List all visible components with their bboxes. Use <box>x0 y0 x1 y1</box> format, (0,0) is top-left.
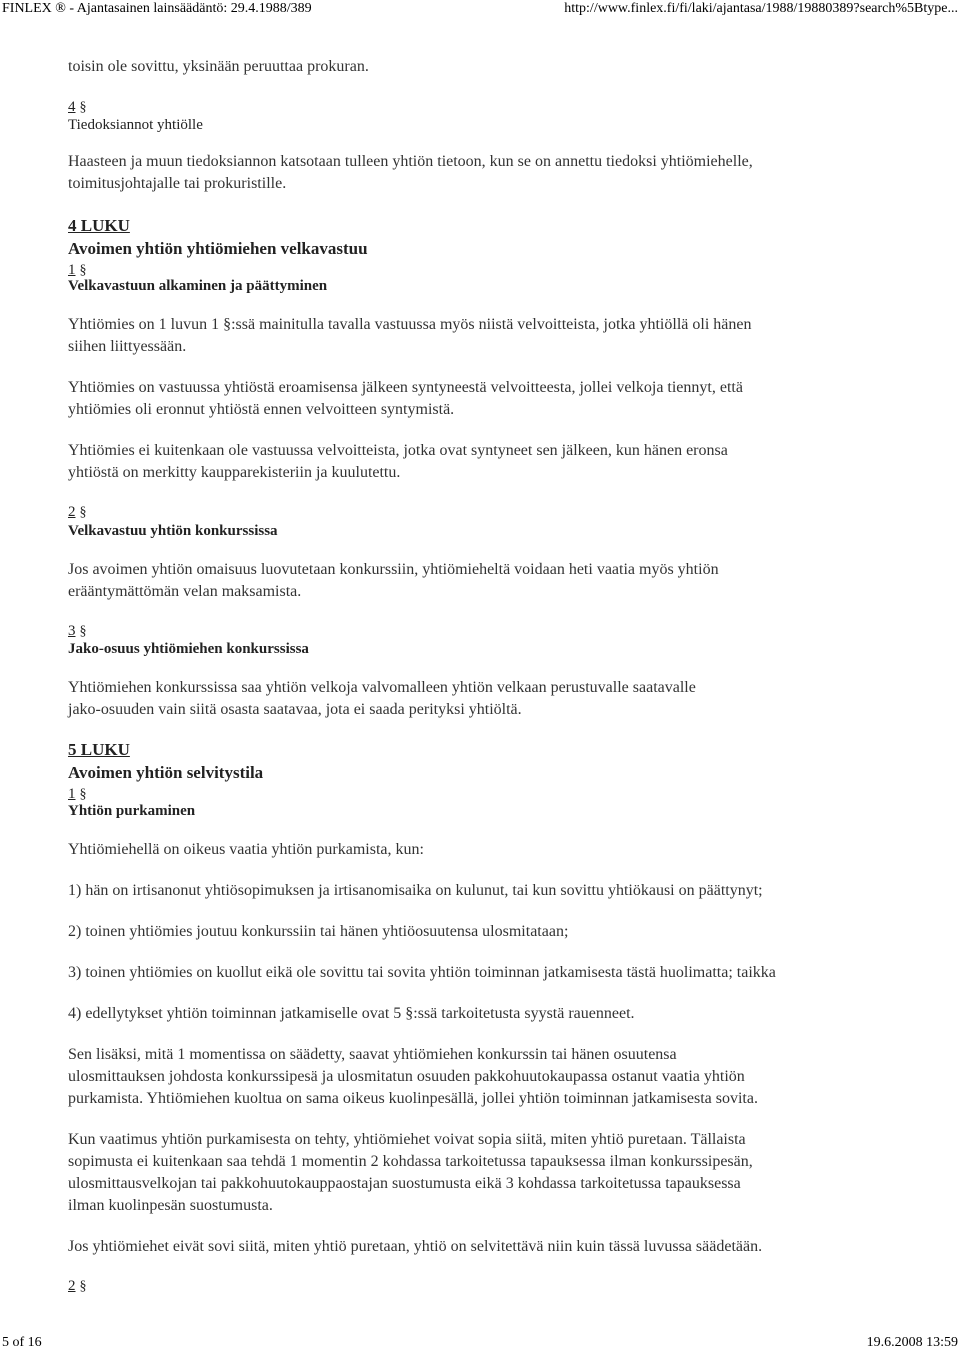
section-2-link[interactable] <box>68 1277 87 1296</box>
paragraph-line: Kun vaatimus yhtiön purkamisesta on tehty, yhtiömiehet voivat sopia siitä, miten yhtiö puretaan. Tällaista <box>68 1131 746 1148</box>
section-symbol-icon: § <box>79 263 87 278</box>
section-3-link[interactable] <box>68 622 87 641</box>
paragraph: Yhtiömiehellä on oikeus vaatia yhtiön purkamista, kun: <box>68 841 424 858</box>
section-title: Yhtiön purkaminen <box>68 803 196 819</box>
paragraph-line: ulosmittauksen johdosta konkurssipesä ja ulosmitatun osuuden pakkohuutokaupassa ostanut vaatia yhtiön <box>68 1068 745 1085</box>
paragraph-line: Yhtiömiehen konkurssissa saa yhtiön velkoja valvomalleen yhtiön velkaan perustuvalle saatavalle <box>68 679 696 696</box>
paragraph-line: sopimusta ei kuitenkaan saa tehdä 1 momentin 2 kohdassa tarkoitetussa tapauksessa ilman konkurssipesän, <box>68 1153 753 1170</box>
section-title: Tiedoksiannot yhtiölle <box>68 117 203 133</box>
paragraph-line: ilman kuolinpesän suostumusta. <box>68 1197 273 1214</box>
section-symbol-icon: § <box>79 100 87 115</box>
section-title: Velkavastuun alkaminen ja päättyminen <box>68 278 328 294</box>
paragraph-line: yhtiöstä on merkitty kaupparekisteriin ja kuulutettu. <box>68 464 401 481</box>
section-number[interactable]: 4 <box>68 99 76 115</box>
paragraph-line: purkamista. Yhtiömiehen kuoltua on sama oikeus kuolinpesällä, jollei yhtiön toiminnan jatkamisesta sovita. <box>68 1090 758 1107</box>
chapter-5-link[interactable] <box>68 739 130 761</box>
page-header <box>0 0 960 20</box>
paragraph: toisin ole sovittu, yksinään peruuttaa prokuran. <box>68 58 369 75</box>
section-number[interactable]: 2 <box>68 1278 76 1294</box>
section-2-link[interactable] <box>68 503 87 522</box>
header-title: FINLEX ® - Ajantasainen lainsäädäntö: 29.4.1988/389 <box>2 1 312 16</box>
paragraph-line: Haasteen ja muun tiedoksiannon katsotaan tulleen yhtiön tietoon, kun se on annettu tiedoksi yhtiömiehelle, <box>68 153 753 170</box>
chapter-4-link[interactable] <box>68 215 130 237</box>
paragraph-line: jako-osuuden vain siitä osasta saatavaa, jota ei saada perityksi yhtiöltä. <box>68 701 522 718</box>
list-item: 4) edellytykset yhtiön toiminnan jatkamiselle ovat 5 §:ssä tarkoitetusta syystä rauenneet. <box>68 1005 635 1022</box>
section-number[interactable]: 3 <box>68 623 76 639</box>
section-4-link[interactable] <box>68 98 87 117</box>
section-title: Velkavastuu yhtiön konkurssissa <box>68 523 278 539</box>
header-url[interactable]: http://www.finlex.fi/fi/laki/ajantasa/1988/19880389?search%5Btype... <box>564 1 958 16</box>
section-title: Jako-osuus yhtiömiehen konkurssissa <box>68 641 309 657</box>
section-symbol-icon: § <box>79 1279 87 1294</box>
paragraph-line: Yhtiömies ei kuitenkaan ole vastuussa velvoitteista, jotka ovat syntyneet sen jälkeen, kun hänen eronsa <box>68 442 728 459</box>
paragraph-line: ulosmittausvelkojan tai pakkohuutokauppaostajan suostumusta eikä 3 kohdassa tarkoitetussa tapauksessa <box>68 1175 741 1192</box>
list-item: 2) toinen yhtiömies joutuu konkurssiin tai hänen yhtiöosuutensa ulosmitataan; <box>68 923 569 940</box>
paragraph-line: Sen lisäksi, mitä 1 momentissa on säädetty, saavat yhtiömiehen konkurssin tai hänen osuutensa <box>68 1046 677 1063</box>
section-symbol-icon: § <box>79 787 87 802</box>
chapter-number[interactable]: 5 LUKU <box>68 740 130 759</box>
list-item: 1) hän on irtisanonut yhtiösopimuksen ja irtisanomisaika on kulunut, tai kun sovittu yhtiökausi on päättynyt; <box>68 882 763 899</box>
section-symbol-icon: § <box>79 624 87 639</box>
chapter-title: Avoimen yhtiön yhtiömiehen velkavastuu <box>68 239 368 258</box>
paragraph-line: Yhtiömies on 1 luvun 1 §:ssä mainitulla tavalla vastuussa myös niistä velvoitteista, jotka yhtiöllä oli hänen <box>68 316 752 333</box>
section-number[interactable]: 2 <box>68 504 76 520</box>
section-number[interactable]: 1 <box>68 262 76 278</box>
list-item: 3) toinen yhtiömies on kuollut eikä ole sovittu tai sovita yhtiön toiminnan jatkamisesta tästä huolimatta; taikka <box>68 964 776 981</box>
paragraph-line: Yhtiömies on vastuussa yhtiöstä eroamisensa jälkeen syntyneestä velvoitteesta, jollei velkoja tiennyt, että <box>68 379 743 396</box>
page-footer <box>0 1334 960 1353</box>
chapter-number[interactable]: 4 LUKU <box>68 216 130 235</box>
page-number: 5 of 16 <box>2 1335 42 1350</box>
paragraph-line: siihen liittyessään. <box>68 338 187 355</box>
section-number[interactable]: 1 <box>68 786 76 802</box>
paragraph-line: toimitusjohtajalle tai prokuristille. <box>68 175 287 192</box>
paragraph-line: yhtiömies oli eronnut yhtiöstä ennen velvoitteen syntymistä. <box>68 401 455 418</box>
paragraph-line: erääntymättömän velan maksamista. <box>68 583 302 600</box>
paragraph-line: Jos avoimen yhtiön omaisuus luovutetaan konkurssiin, yhtiömieheltä voidaan heti vaatia myös yhtiön <box>68 561 719 578</box>
paragraph: Jos yhtiömiehet eivät sovi siitä, miten yhtiö puretaan, yhtiö on selvitettävä niin kuin tässä luvussa säädetään. <box>68 1238 763 1255</box>
chapter-title: Avoimen yhtiön selvitystila <box>68 763 264 782</box>
print-datetime: 19.6.2008 13:59 <box>866 1335 958 1350</box>
section-symbol-icon: § <box>79 505 87 520</box>
